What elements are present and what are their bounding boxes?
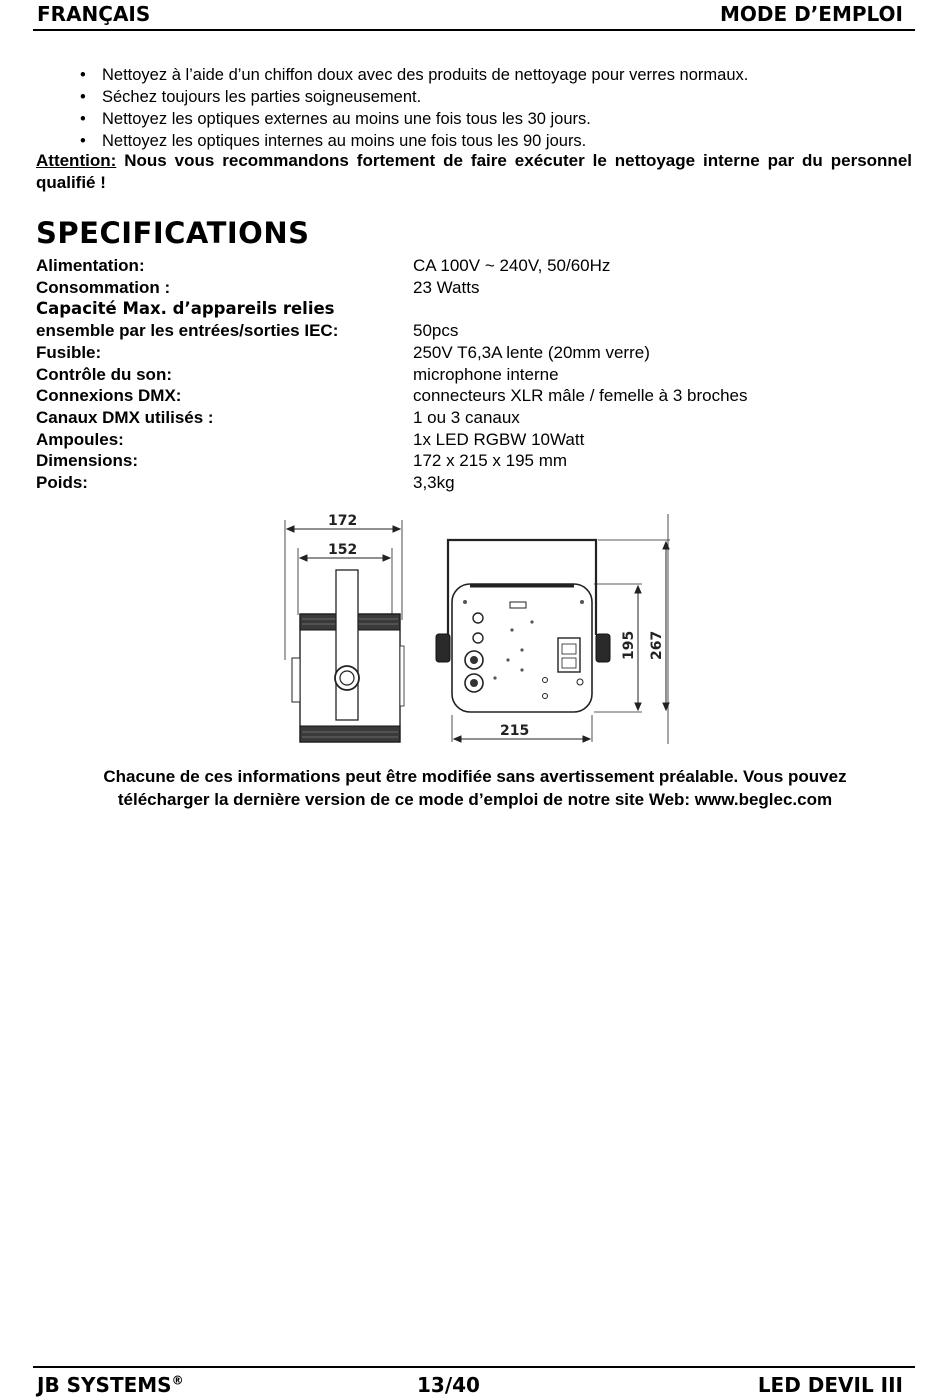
spec-value: 1x LED RGBW 10Watt [413,429,585,449]
spec-label: Ampoules: [36,429,124,449]
list-item: • Nettoyez les optiques internes au moins une fois tous les 90 jours. [80,130,748,152]
footer-model: LED DEVIL III [757,1373,903,1397]
spec-label: Canaux DMX utilisés : [36,407,214,427]
brand-name: JB SYSTEMS [37,1373,172,1397]
registered-mark: ® [171,1373,184,1388]
notice-text [60,765,890,811]
spec-row [36,342,896,364]
dim-label-215: 215 [500,723,530,739]
list-item: • Nettoyez à l’aide d’un chiffon doux avec des produits de nettoyage pour verres normaux. [80,64,748,86]
spec-value: 250V T6,3A lente (20mm verre) [413,342,650,362]
list-item: • Nettoyez les optiques externes au moins une fois tous les 30 jours. [80,108,748,130]
dim-label-152: 152 [328,542,358,558]
spec-label: Connexions DMX: [36,386,182,406]
spec-label: Dimensions: [36,451,139,471]
spec-value: 50pcs [413,321,459,341]
page-footer [33,1366,915,1398]
list-item: • Séchez toujours les parties soigneusement. [80,86,748,108]
spec-row [36,255,896,277]
notice-line-2: télécharger la dernière version de ce mode d’emploi de notre site Web: www.beglec.com [117,790,833,809]
spec-row [36,298,896,341]
attention-note [36,150,912,194]
spec-value: 1 ou 3 canaux [413,407,520,427]
spec-value: CA 100V ~ 240V, 50/60Hz [413,256,611,275]
spec-value: 3,3kg [413,473,455,493]
notice-line-1: Chacune de ces informations peut être modifiée sans avertissement préalable. Vous pouvez [103,767,847,786]
dim-label-195: 195 [621,630,637,660]
cleaning-instructions-list [80,64,748,152]
spec-row [36,385,896,407]
spec-label: Poids: [36,473,88,493]
spec-row [36,472,896,494]
attention-label: Attention: [36,151,117,170]
header-language: FRANÇAIS [37,2,151,26]
specifications-table [36,255,896,494]
spec-value: 172 x 215 x 195 mm [413,451,568,471]
spec-row [36,450,896,472]
dim-label-172: 172 [328,513,358,529]
spec-row [36,407,896,429]
spec-value: microphone interne [413,364,559,384]
spec-label: Alimentation: [36,256,145,275]
spec-row [36,277,896,299]
spec-value: connecteurs XLR mâle / femelle à 3 broches [413,386,748,406]
specifications-heading: SPECIFICATIONS [36,216,310,250]
attention-text: Nous vous recommandons fortement de faire exécuter le nettoyage interne par du personnel qualifié ! [36,151,912,192]
spec-row [36,364,896,386]
spec-label: Consommation : [36,277,171,297]
spec-label-line1: Capacité Max. d’appareils relies [36,299,335,319]
spec-label [36,298,412,341]
footer-brand [37,1373,184,1397]
spec-label-line2: ensemble par les entrées/sorties IEC: [36,321,339,341]
dimension-diagram [280,510,680,750]
spec-row [36,429,896,451]
spec-value: 23 Watts [413,277,480,297]
front-view-drawing [436,514,670,744]
page-number: 13/40 [417,1373,480,1397]
side-view-drawing [285,513,404,742]
page-header [33,2,915,31]
spec-label: Fusible: [36,342,102,362]
dim-label-267: 267 [649,630,665,660]
header-manual-title: MODE D’EMPLOI [719,2,903,26]
spec-label: Contrôle du son: [36,364,172,384]
